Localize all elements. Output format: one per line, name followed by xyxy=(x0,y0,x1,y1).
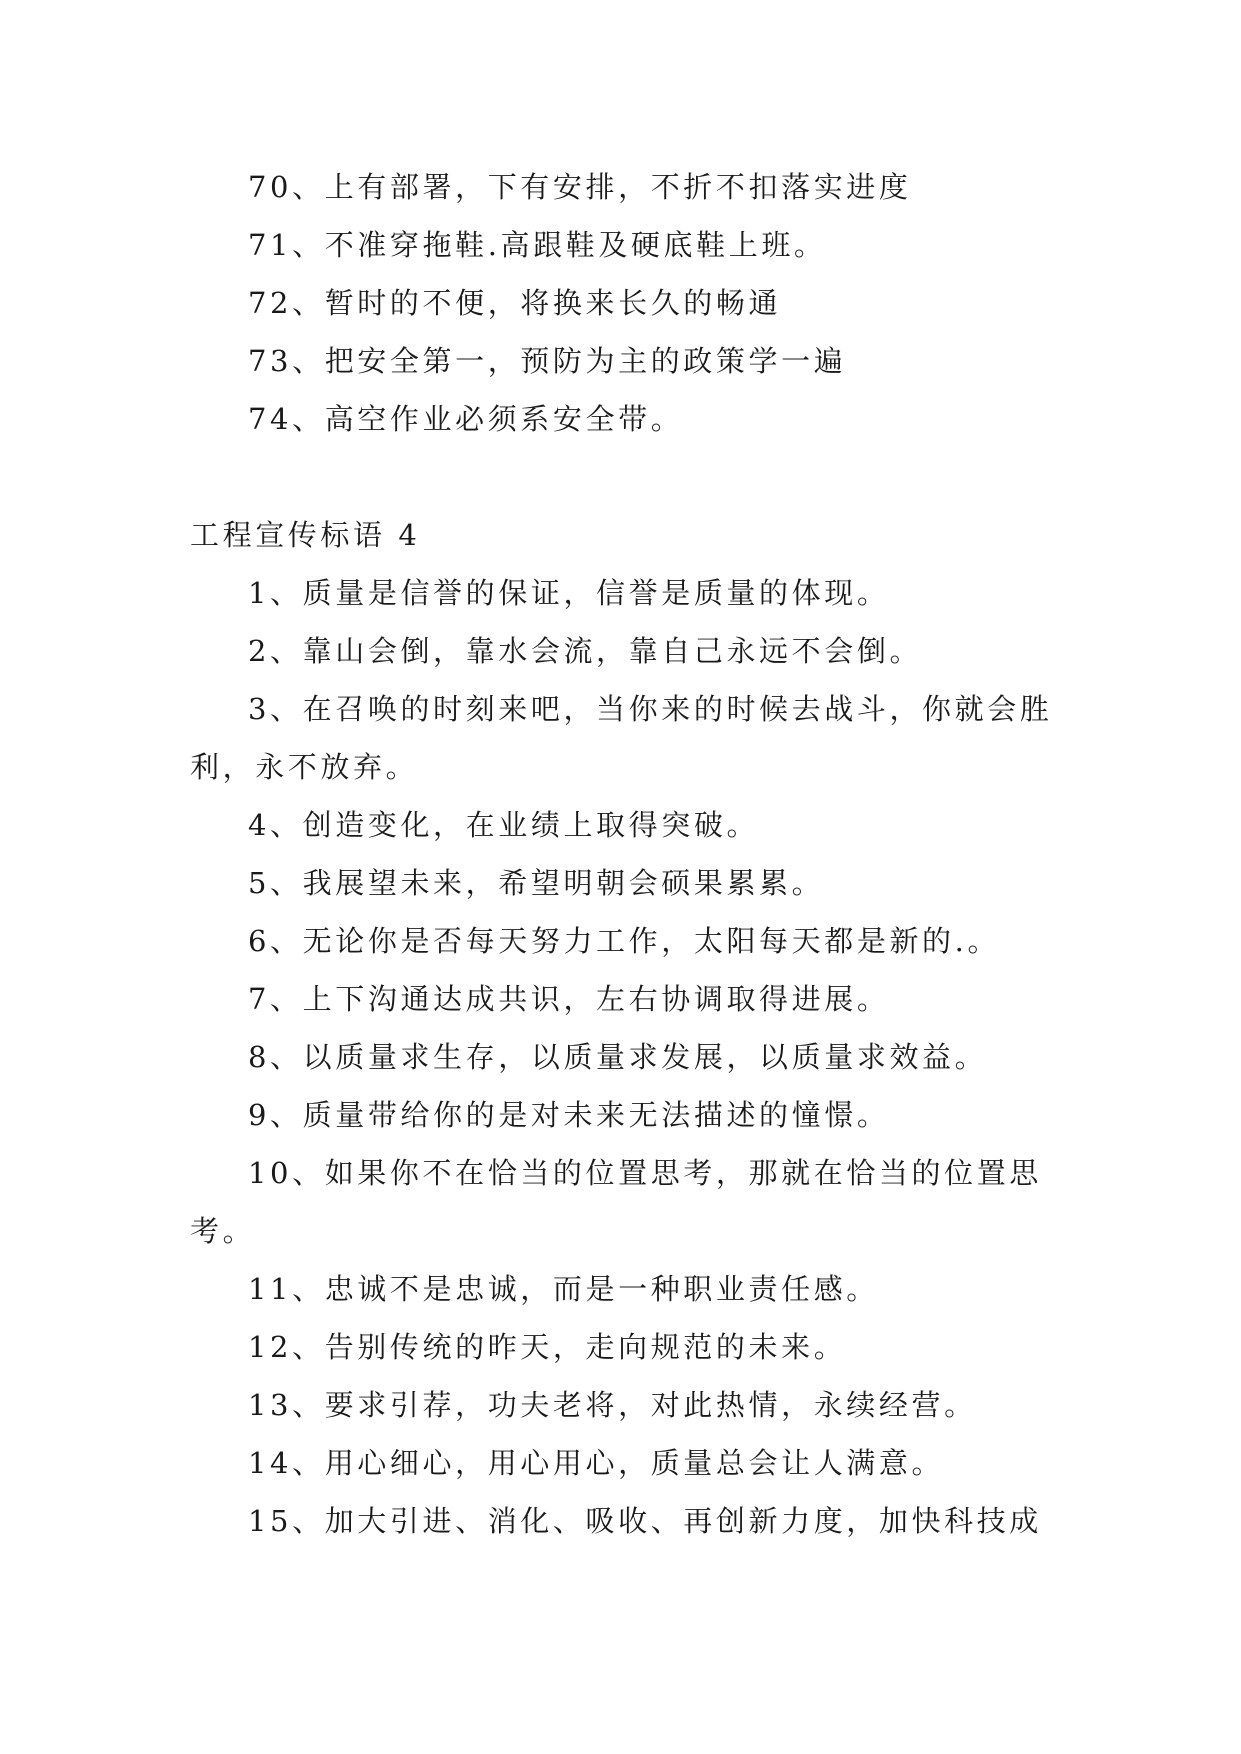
list-item: 2、靠山会倒，靠水会流，靠自己永远不会倒。 xyxy=(248,634,923,668)
list-item: 3、在召唤的时刻来吧，当你来的时候去战斗，你就会胜利，永不放弃。 xyxy=(190,692,1053,784)
document-body xyxy=(190,158,1058,1550)
list-item: 12、告别传统的昨天，走向规范的未来。 xyxy=(248,1330,847,1364)
section-heading: 工程宣传标语 4 xyxy=(190,518,421,552)
list-item: 72、暂时的不便，将换来长久的畅通 xyxy=(248,286,782,320)
list-item: 14、用心细心，用心用心，质量总会让人满意。 xyxy=(248,1446,945,1480)
list-item: 9、质量带给你的是对未来无法描述的憧憬。 xyxy=(248,1098,890,1132)
list-item: 6、无论你是否每天努力工作，太阳每天都是新的.。 xyxy=(248,924,1001,958)
list-item: 74、高空作业必须系安全带。 xyxy=(248,402,684,436)
list-item: 5、我展望未来，希望明朝会硕果累累。 xyxy=(248,866,825,900)
list-item: 15、加大引进、消化、吸收、再创新力度，加快科技成 xyxy=(248,1504,1042,1538)
list-item: 73、把安全第一，预防为主的政策学一遍 xyxy=(248,344,847,378)
list-item: 71、不准穿拖鞋.高跟鞋及硬底鞋上班。 xyxy=(248,228,827,262)
list-item: 7、上下沟通达成共识，左右协调取得进展。 xyxy=(248,982,890,1016)
list-item: 13、要求引荐，功夫老将，对此热情，永续经营。 xyxy=(248,1388,977,1422)
section-spacer xyxy=(190,448,1058,506)
list-item: 1、质量是信誉的保证，信誉是质量的体现。 xyxy=(248,576,890,610)
list-item: 8、以质量求生存，以质量求发展，以质量求效益。 xyxy=(248,1040,988,1074)
list-item: 11、忠诚不是忠诚，而是一种职业责任感。 xyxy=(248,1272,879,1306)
list-item: 10、如果你不在恰当的位置思考，那就在恰当的位置思考。 xyxy=(190,1156,1042,1248)
list-item: 4、创造变化，在业绩上取得突破。 xyxy=(248,808,760,842)
list-item: 70、上有部署，下有安排，不折不扣落实进度 xyxy=(248,170,912,204)
